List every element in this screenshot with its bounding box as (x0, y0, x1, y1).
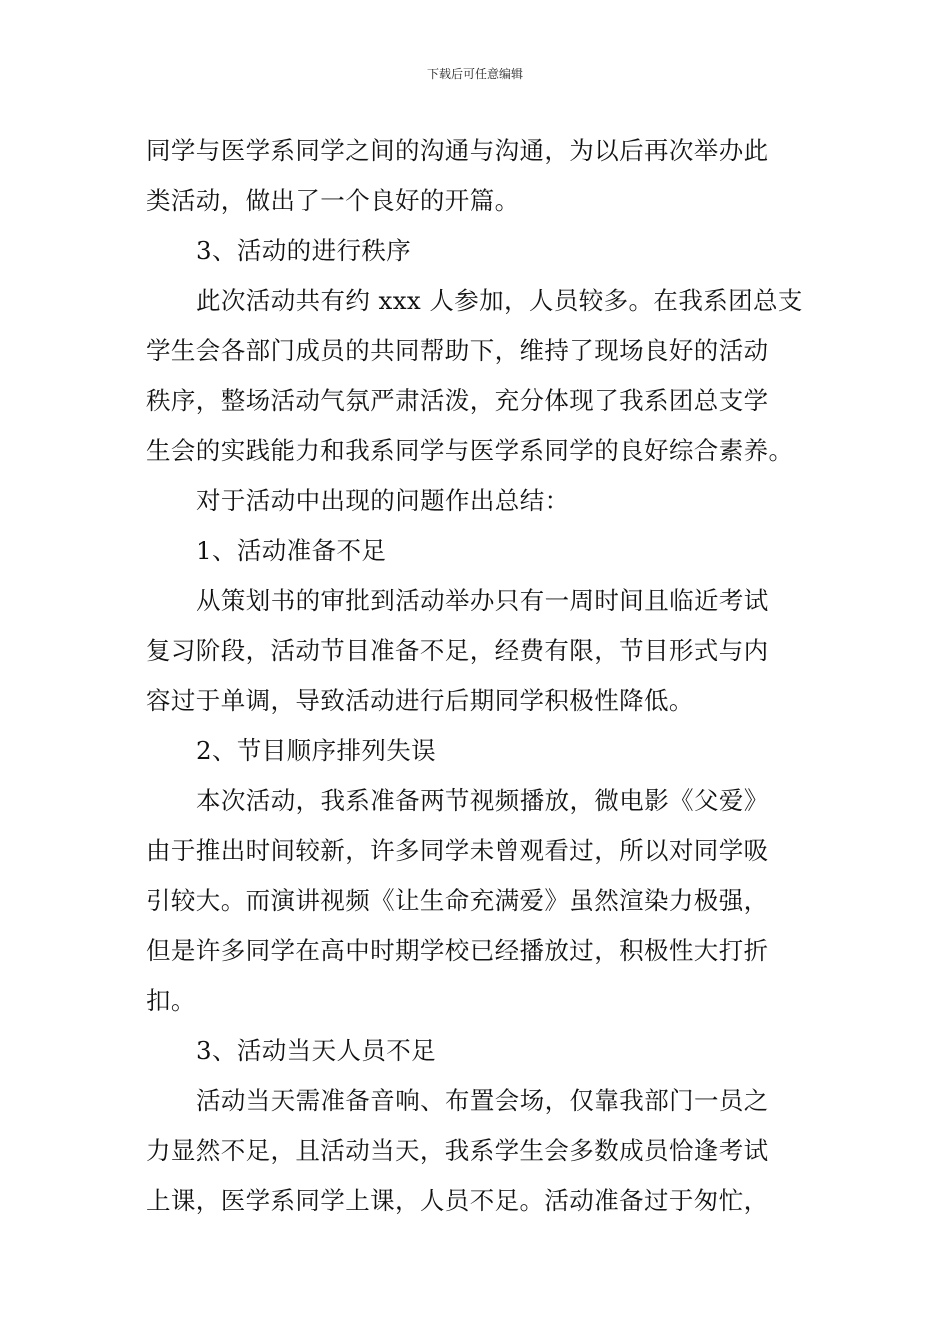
text-line: 对于活动中出现的问题作出总结： (196, 486, 570, 515)
text-line: 容过于单调，导致活动进行后期同学积极性降低。 (146, 686, 694, 715)
text-line: 秩序，整场活动气氛严肃活泼，充分体现了我系团总支学 (146, 386, 769, 415)
text-line: 力显然不足，且活动当天，我系学生会多数成员恰逢考试 (146, 1136, 769, 1165)
page-header: 下载后可任意编辑 (426, 67, 523, 81)
text-line: 类活动，做出了一个良好的开篇。 (146, 186, 520, 215)
text-line: 但是许多同学在高中时期学校已经播放过，积极性大打折 (146, 936, 769, 965)
text-line: 同学与医学系同学之间的沟通与沟通，为以后再次举办此 (146, 136, 769, 165)
section-heading: 3、活动的进行秩序 (196, 236, 412, 265)
text-line: 生会的实践能力和我系同学与医学系同学的良好综合素养。 (146, 436, 794, 465)
section-heading: 3、活动当天人员不足 (196, 1036, 437, 1065)
section-heading: 2、节目顺序排列失误 (196, 736, 437, 765)
text-line: 由于推出时间较新，许多同学未曾观看过，所以对同学吸 (146, 836, 769, 865)
text-line: 本次活动，我系准备两节视频播放，微电影《父爱》 (196, 786, 769, 815)
text-line: 此次活动共有约 xxx 人参加，人员较多。在我系团总支 (196, 286, 803, 315)
text-line: 复习阶段，活动节目准备不足，经费有限，节目形式与内 (146, 636, 769, 665)
text-line: 活动当天需准备音响、布置会场，仅靠我部门一员之 (196, 1086, 769, 1115)
text-line: 从策划书的审批到活动举办只有一周时间且临近考试 (196, 586, 769, 615)
text-line: 扣。 (146, 986, 196, 1015)
document-body (146, 126, 806, 1226)
text-line: 上课，医学系同学上课，人员不足。活动准备过于匆忙， (146, 1186, 769, 1215)
text-line: 引较大。而演讲视频《让生命充满爱》虽然渲染力极强， (146, 886, 769, 915)
text-line: 学生会各部门成员的共同帮助下，维持了现场良好的活动 (146, 336, 769, 365)
section-heading: 1、活动准备不足 (196, 536, 387, 565)
